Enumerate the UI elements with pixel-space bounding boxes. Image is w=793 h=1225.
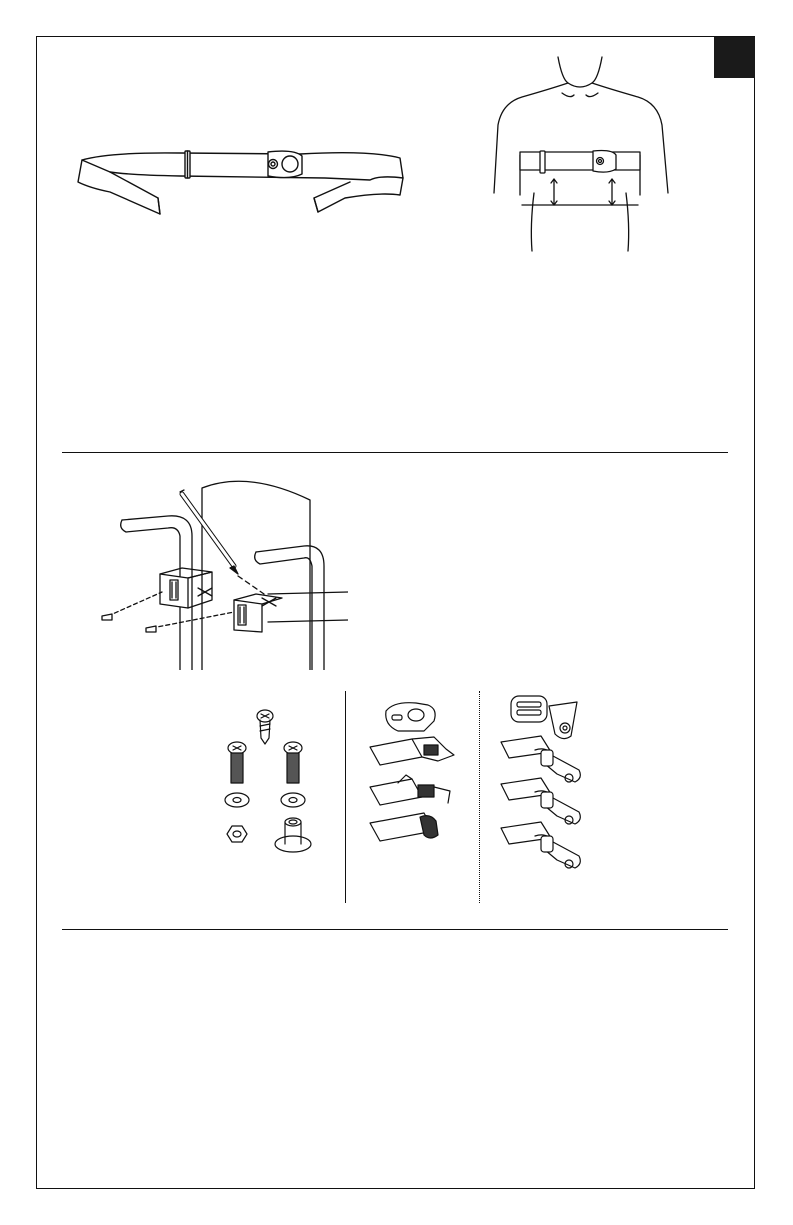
buckle-strap-illustration bbox=[364, 695, 474, 865]
section-divider bbox=[62, 452, 728, 453]
chest-strap-illustration bbox=[70, 140, 415, 230]
section-divider bbox=[62, 929, 728, 930]
strap-worn-on-chest-illustration bbox=[490, 55, 680, 265]
slide-strap-illustration bbox=[497, 688, 617, 873]
bracket-mounting-illustration bbox=[98, 470, 348, 670]
column-separator-dotted bbox=[479, 691, 480, 903]
hardware-kit-illustration bbox=[215, 698, 325, 863]
column-separator bbox=[345, 691, 346, 903]
section-marker-tab bbox=[714, 37, 755, 78]
